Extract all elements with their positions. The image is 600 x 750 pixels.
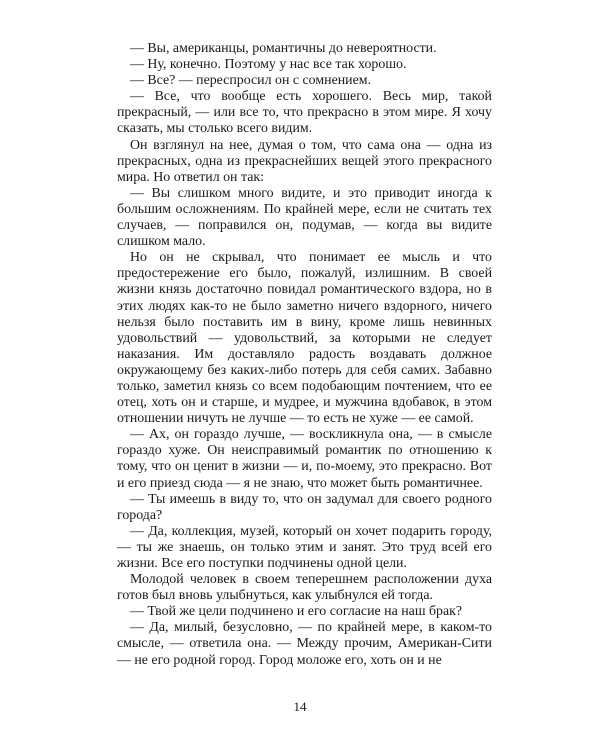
paragraph: Он взглянул на нее, думая о том, что сама она — одна из прекрасных, одна из прекраснейших вещей этого прекрасного мира. Но ответил он так: bbox=[117, 137, 492, 185]
paragraph: — Все, что вообще есть хорошего. Весь мир, такой прекрасный, — или все то, что прекрасно в этом мире. Я хочу сказать, мы столько всего видим. bbox=[117, 89, 492, 137]
paragraph: — Вы, американцы, романтичны до невероятности. bbox=[130, 41, 437, 56]
page-number: 14 bbox=[293, 699, 307, 714]
text-block bbox=[117, 41, 492, 669]
paragraph: — Вы слишком много видите, и это приводит иногда к большим осложнениям. По крайней мере, если не считать тех случаев, — поправился он, подумав, — когда вы видите слишком мало. bbox=[117, 185, 492, 250]
paragraph: — Да, милый, безусловно, — по крайней мере, в каком-то смысле, — ответила она. — Между прочим, Американ-Сити — не его родной город. Город моложе его, хоть он и не bbox=[117, 620, 492, 668]
paragraph: — Твой же цели подчинено и его согласие на наш брак? bbox=[130, 604, 463, 620]
paragraph: Но он не скрывал, что понимает ее мысль и что предостережение его было, пожалуй, излишним. В своей жизни князь достаточно повидал романтического вздора, но в этих людях как-то не было заметно ничего вздорного, ничего нельзя было поставить им в вину, кроме лишь невинных удовольствий — удовольствий, за которыми не следует наказания. Им доставляло радость воздавать должное окружающему без каких-либо потерь для себя самих. Забавно только, заметил князь со всем подобающим почтением, что ее отец, хоть он и старше, и мудрее, и мужчина вдобавок, в этом отношении ничуть не лучше — то есть не хуже — ее самой. bbox=[117, 250, 492, 427]
paragraph: — Да, коллекция, музей, который он хочет подарить городу, — ты же знаешь, он только этим и занят. Это труд всей его жизни. Все его поступки подчинены одной цели. bbox=[117, 523, 492, 571]
paragraph: — Ну, конечно. Поэтому у нас все так хорошо. bbox=[130, 57, 407, 73]
paragraph: — Ты имеешь в виду то, что он задумал для своего родного города? bbox=[117, 491, 492, 523]
paragraph: Молодой человек в своем теперешнем расположении духа готов был вновь улыбнуться, как улыбнулся ей тогда. bbox=[117, 572, 492, 604]
paragraph: — Все? — переспросил он с сомнением. bbox=[130, 73, 372, 89]
paragraph: — Ах, он гораздо лучше, — воскликнула она, — в смысле гораздо хуже. Он неисправимый романтик по отношению к тому, что он ценит в жизни — и, по-моему, это прекрасно. Вот и его приезд сюда — я не знаю, что может быть романтичнее. bbox=[117, 427, 492, 491]
